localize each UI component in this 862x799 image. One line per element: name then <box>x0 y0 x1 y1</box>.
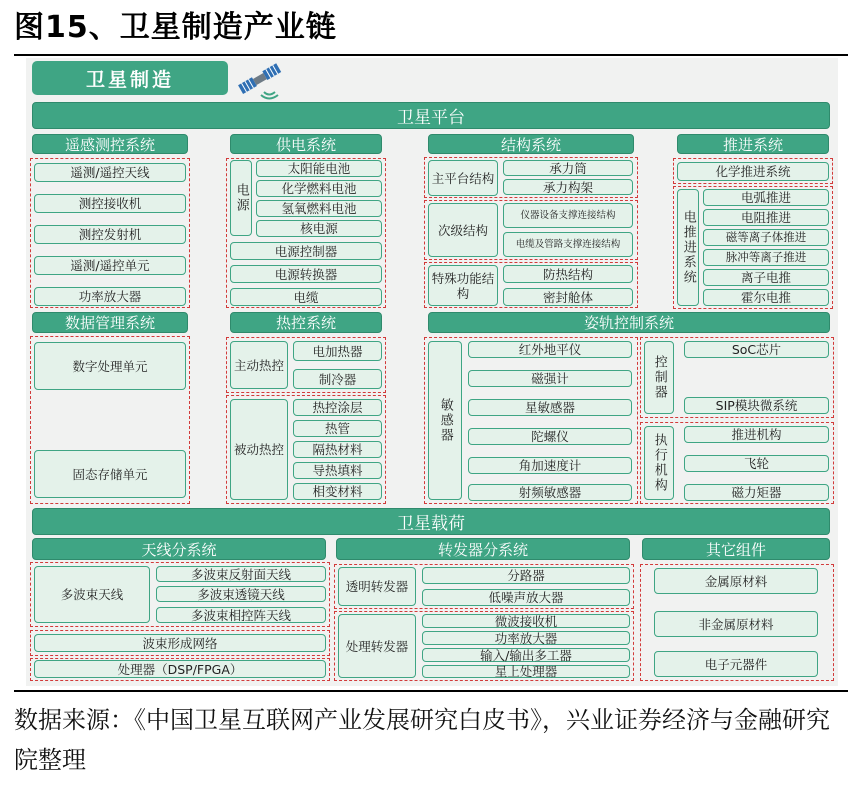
cooler: 制冷器 <box>293 369 382 389</box>
data-management-header: 数据管理系统 <box>32 312 188 333</box>
chemical-propulsion: 化学推进系统 <box>677 162 829 181</box>
secondary-structure: 次级结构 <box>428 203 498 257</box>
remote-sensing-header: 遥感测控系统 <box>32 134 188 154</box>
magnetometer: 磁强计 <box>468 370 632 387</box>
passive-thermal-control: 被动热控 <box>230 399 288 500</box>
hydrogen-oxygen-fuel-cell: 氢氧燃料电池 <box>256 200 382 217</box>
top-rule <box>14 54 848 56</box>
satellite-platform-header: 卫星平台 <box>32 102 830 129</box>
power-source: 电源 <box>230 160 252 236</box>
tt-c-receiver: 测控接收机 <box>34 194 186 213</box>
telemetry-unit: 遥测/遥控单元 <box>34 256 186 275</box>
processing-transponder: 处理转发器 <box>338 614 416 678</box>
instrument-support-structure: 仪器设备支撑连接结构 <box>503 203 633 228</box>
infrared-horizon-sensor: 红外地平仪 <box>468 341 632 358</box>
pulsed-plasma-propulsion: 脉冲等离子推进 <box>703 249 829 266</box>
load-bearing-frame: 承力构架 <box>503 179 633 195</box>
transponder-subsystem-header: 转发器分系统 <box>336 538 630 560</box>
figure-title: 图15、卫星制造产业链 <box>14 10 337 45</box>
magnetic-torquer: 磁力矩器 <box>684 484 829 501</box>
chemical-fuel-cell: 化学燃料电池 <box>256 180 382 197</box>
main-platform-structure: 主平台结构 <box>428 160 498 196</box>
satellite-icon <box>234 58 288 100</box>
cable-pipe-support-structure: 电缆及管路支撑连接结构 <box>503 232 633 257</box>
sip-module: SIP模块微系统 <box>684 397 829 414</box>
multibeam-lens-antenna: 多波束透镜天线 <box>156 586 326 602</box>
solar-cell: 太阳能电池 <box>256 160 382 177</box>
payload-power-amplifier: 功率放大器 <box>422 631 630 645</box>
flywheel: 飞轮 <box>684 455 829 472</box>
thermal-control-header: 热控系统 <box>230 312 382 333</box>
dsp-fpga-processor: 处理器（DSP/FPGA） <box>34 660 326 678</box>
power-system-header: 供电系统 <box>230 134 382 154</box>
electronic-components: 电子元器件 <box>654 651 818 677</box>
propulsion-mechanism: 推进机构 <box>684 426 829 443</box>
angular-accelerometer: 角加速度计 <box>468 457 632 474</box>
rf-sensor: 射频敏感器 <box>468 484 632 501</box>
sensor: 敏感器 <box>428 341 462 500</box>
electric-heater: 电加热器 <box>293 341 382 361</box>
star-sensor: 星敏感器 <box>468 399 632 416</box>
other-components-header: 其它组件 <box>642 538 830 560</box>
io-multiplexer: 输入/输出多工器 <box>422 648 630 662</box>
propulsion-system-header: 推进系统 <box>677 134 829 154</box>
gyroscope: 陀螺仪 <box>468 428 632 445</box>
power-amplifier: 功率放大器 <box>34 287 186 306</box>
cable: 电缆 <box>230 288 382 306</box>
multibeam-antenna: 多波束天线 <box>34 566 150 623</box>
magnetoplasma-propulsion: 磁等离子体推进 <box>703 229 829 246</box>
hall-propulsion: 霍尔电推 <box>703 289 829 306</box>
digital-processing-unit: 数字处理单元 <box>34 342 186 390</box>
active-thermal-control: 主动热控 <box>230 341 288 389</box>
arc-propulsion: 电弧推进 <box>703 189 829 206</box>
nonmetal-raw-materials: 非金属原材料 <box>654 611 818 637</box>
structure-system-header: 结构系统 <box>428 134 634 154</box>
sealed-cabin: 密封舱体 <box>503 288 633 306</box>
bottom-rule <box>14 690 848 692</box>
microwave-receiver: 微波接收机 <box>422 614 630 628</box>
heat-protection-structure: 防热结构 <box>503 265 633 283</box>
low-noise-amplifier: 低噪声放大器 <box>422 589 630 606</box>
actuator: 执行机构 <box>644 426 674 500</box>
satellite-manufacturing-logo: 卫星制造 <box>32 61 228 95</box>
attitude-orbit-control-header: 姿轨控制系统 <box>428 312 830 333</box>
controller: 控制器 <box>644 341 674 414</box>
satellite-payload-header: 卫星载荷 <box>32 508 830 535</box>
power-converter: 电源转换器 <box>230 265 382 283</box>
soc-chip: SoC芯片 <box>684 341 829 358</box>
solid-state-storage-unit: 固态存储单元 <box>34 450 186 498</box>
antenna-subsystem-header: 天线分系统 <box>32 538 326 560</box>
source-note: 数据来源：《中国卫星互联网产业发展研究白皮书》，兴业证券经济与金融研究院整理 <box>14 706 830 774</box>
beamforming-network: 波束形成网络 <box>34 634 326 652</box>
multibeam-reflector-antenna: 多波束反射面天线 <box>156 566 326 582</box>
power-controller: 电源控制器 <box>230 242 382 260</box>
load-bearing-cylinder: 承力筒 <box>503 160 633 176</box>
insulation-material: 隔热材料 <box>293 441 382 458</box>
tt-c-transmitter: 测控发射机 <box>34 225 186 244</box>
metal-raw-materials: 金属原材料 <box>654 568 818 594</box>
splitter: 分路器 <box>422 567 630 584</box>
transparent-transponder: 透明转发器 <box>338 567 416 606</box>
special-function-structure: 特殊功能结构 <box>428 265 498 306</box>
resistance-propulsion: 电阻推进 <box>703 209 829 226</box>
phase-change-material: 相变材料 <box>293 483 382 500</box>
multibeam-phased-array-antenna: 多波束相控阵天线 <box>156 607 326 623</box>
thermal-coating: 热控涂层 <box>293 399 382 416</box>
nuclear-power: 核电源 <box>256 220 382 237</box>
heat-pipe: 热管 <box>293 420 382 437</box>
electric-propulsion: 电推进系统 <box>677 189 699 306</box>
onboard-processor: 星上处理器 <box>422 665 630 678</box>
ion-propulsion: 离子电推 <box>703 269 829 286</box>
thermal-filler: 导热填料 <box>293 462 382 479</box>
telemetry-antenna: 遥测/遥控天线 <box>34 163 186 182</box>
